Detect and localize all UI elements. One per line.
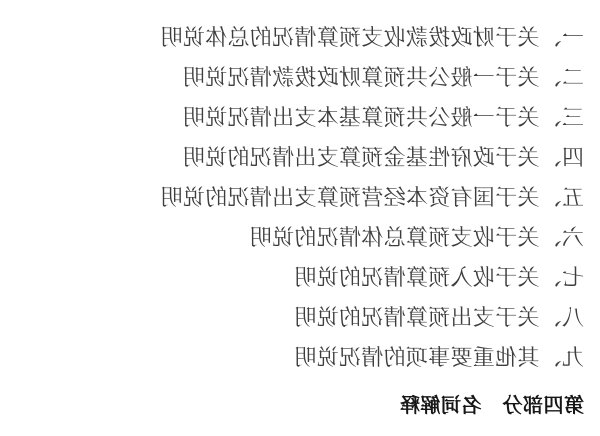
toc-item: 六、关于收支预算总体情况的说明 <box>249 225 584 250</box>
toc-item: 一、关于财政拨款收支预算情况的总体说明 <box>160 25 584 50</box>
toc-item: 五、关于国有资本经营预算支出情况的说明 <box>160 185 584 210</box>
section-heading: 第四部分 名词解释 <box>399 395 584 417</box>
toc-item: 四、关于政府性基金预算支出情况的说明 <box>182 145 584 170</box>
toc-item: 七、关于收入预算情况的说明 <box>294 265 584 290</box>
toc-item: 九、其他重要事项的情况说明 <box>294 345 584 370</box>
toc-item: 二、关于一般公共预算财政拨款情况说明 <box>182 65 584 90</box>
toc-item: 八、关于支出预算情况的说明 <box>294 305 584 330</box>
toc-item: 三、关于一般公共预算基本支出情况说明 <box>182 105 584 130</box>
toc-list <box>0 18 584 378</box>
